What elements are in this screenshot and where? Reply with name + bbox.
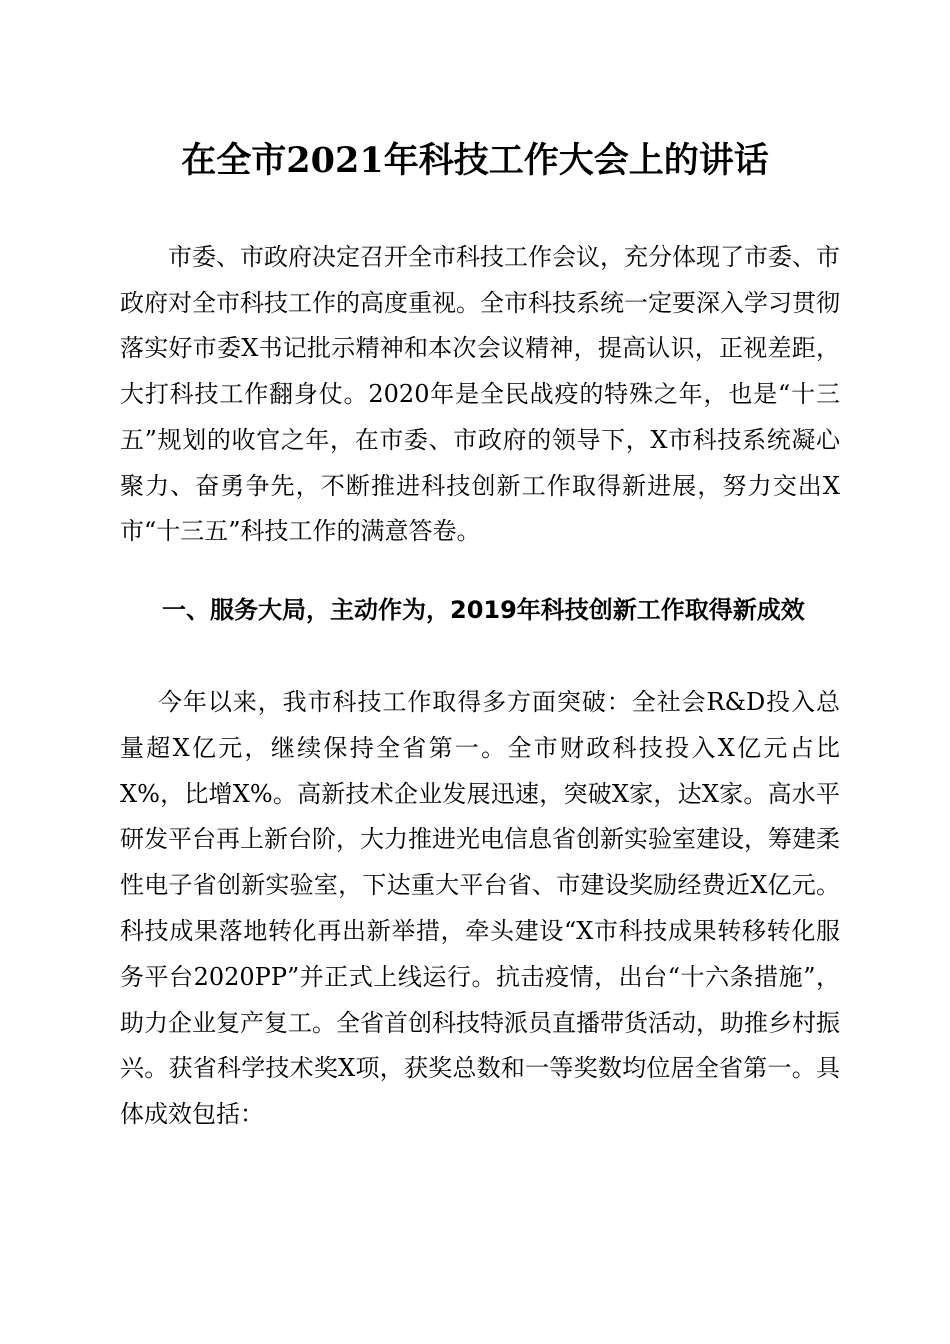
section-paragraph: 今年以来，我市科技工作取得多方面突破：全社会R&D投入总量超X亿元，继续保持全省第一。全市财政科技投入X亿元占比X%，比增X%。高新技术企业发展迅速，突破X家，达X家。高水平研发平台再上新台阶，大力推进光电信息省创新实验室建设，筹建柔性电子省创新实验室，下达重大平台省、市建设奖励经费近X亿元。科技成果落地转化再出新举措，牵头建设“X市科技成果转移转化服务平台2020PP”并正式上线运行。抗击疫情，出台“十六条措施”，助力企业复产复工。全省首创科技特派员直播带货活动，助推乡村振兴。获省科学技术奖X项，获奖总数和一等奖数均位居全省第一。具体成效包括： (120, 688, 840, 1129)
section-heading: 一、服务大局，主动作为，2019年科技创新工作取得新成效 (162, 596, 805, 624)
intro-paragraph: 市委、市政府决定召开全市科技工作会议，充分体现了市委、市政府对全市科技工作的高度重视。全市科技系统一定要深入学习贯彻落实好市委X书记批示精神和本次会议精神，提高认识，正视差距，大打科技工作翻身仗。2020年是全民战疫的特殊之年，也是“十三五”规划的收官之年，在市委、市政府的领导下，X市科技系统凝心聚力、奋勇争先，不断推进科技创新工作取得新进展，努力交出X市“十三五”科技工作的满意答卷。 (120, 243, 840, 546)
document-title: 在全市2021年科技工作大会上的讲话 (181, 140, 769, 181)
